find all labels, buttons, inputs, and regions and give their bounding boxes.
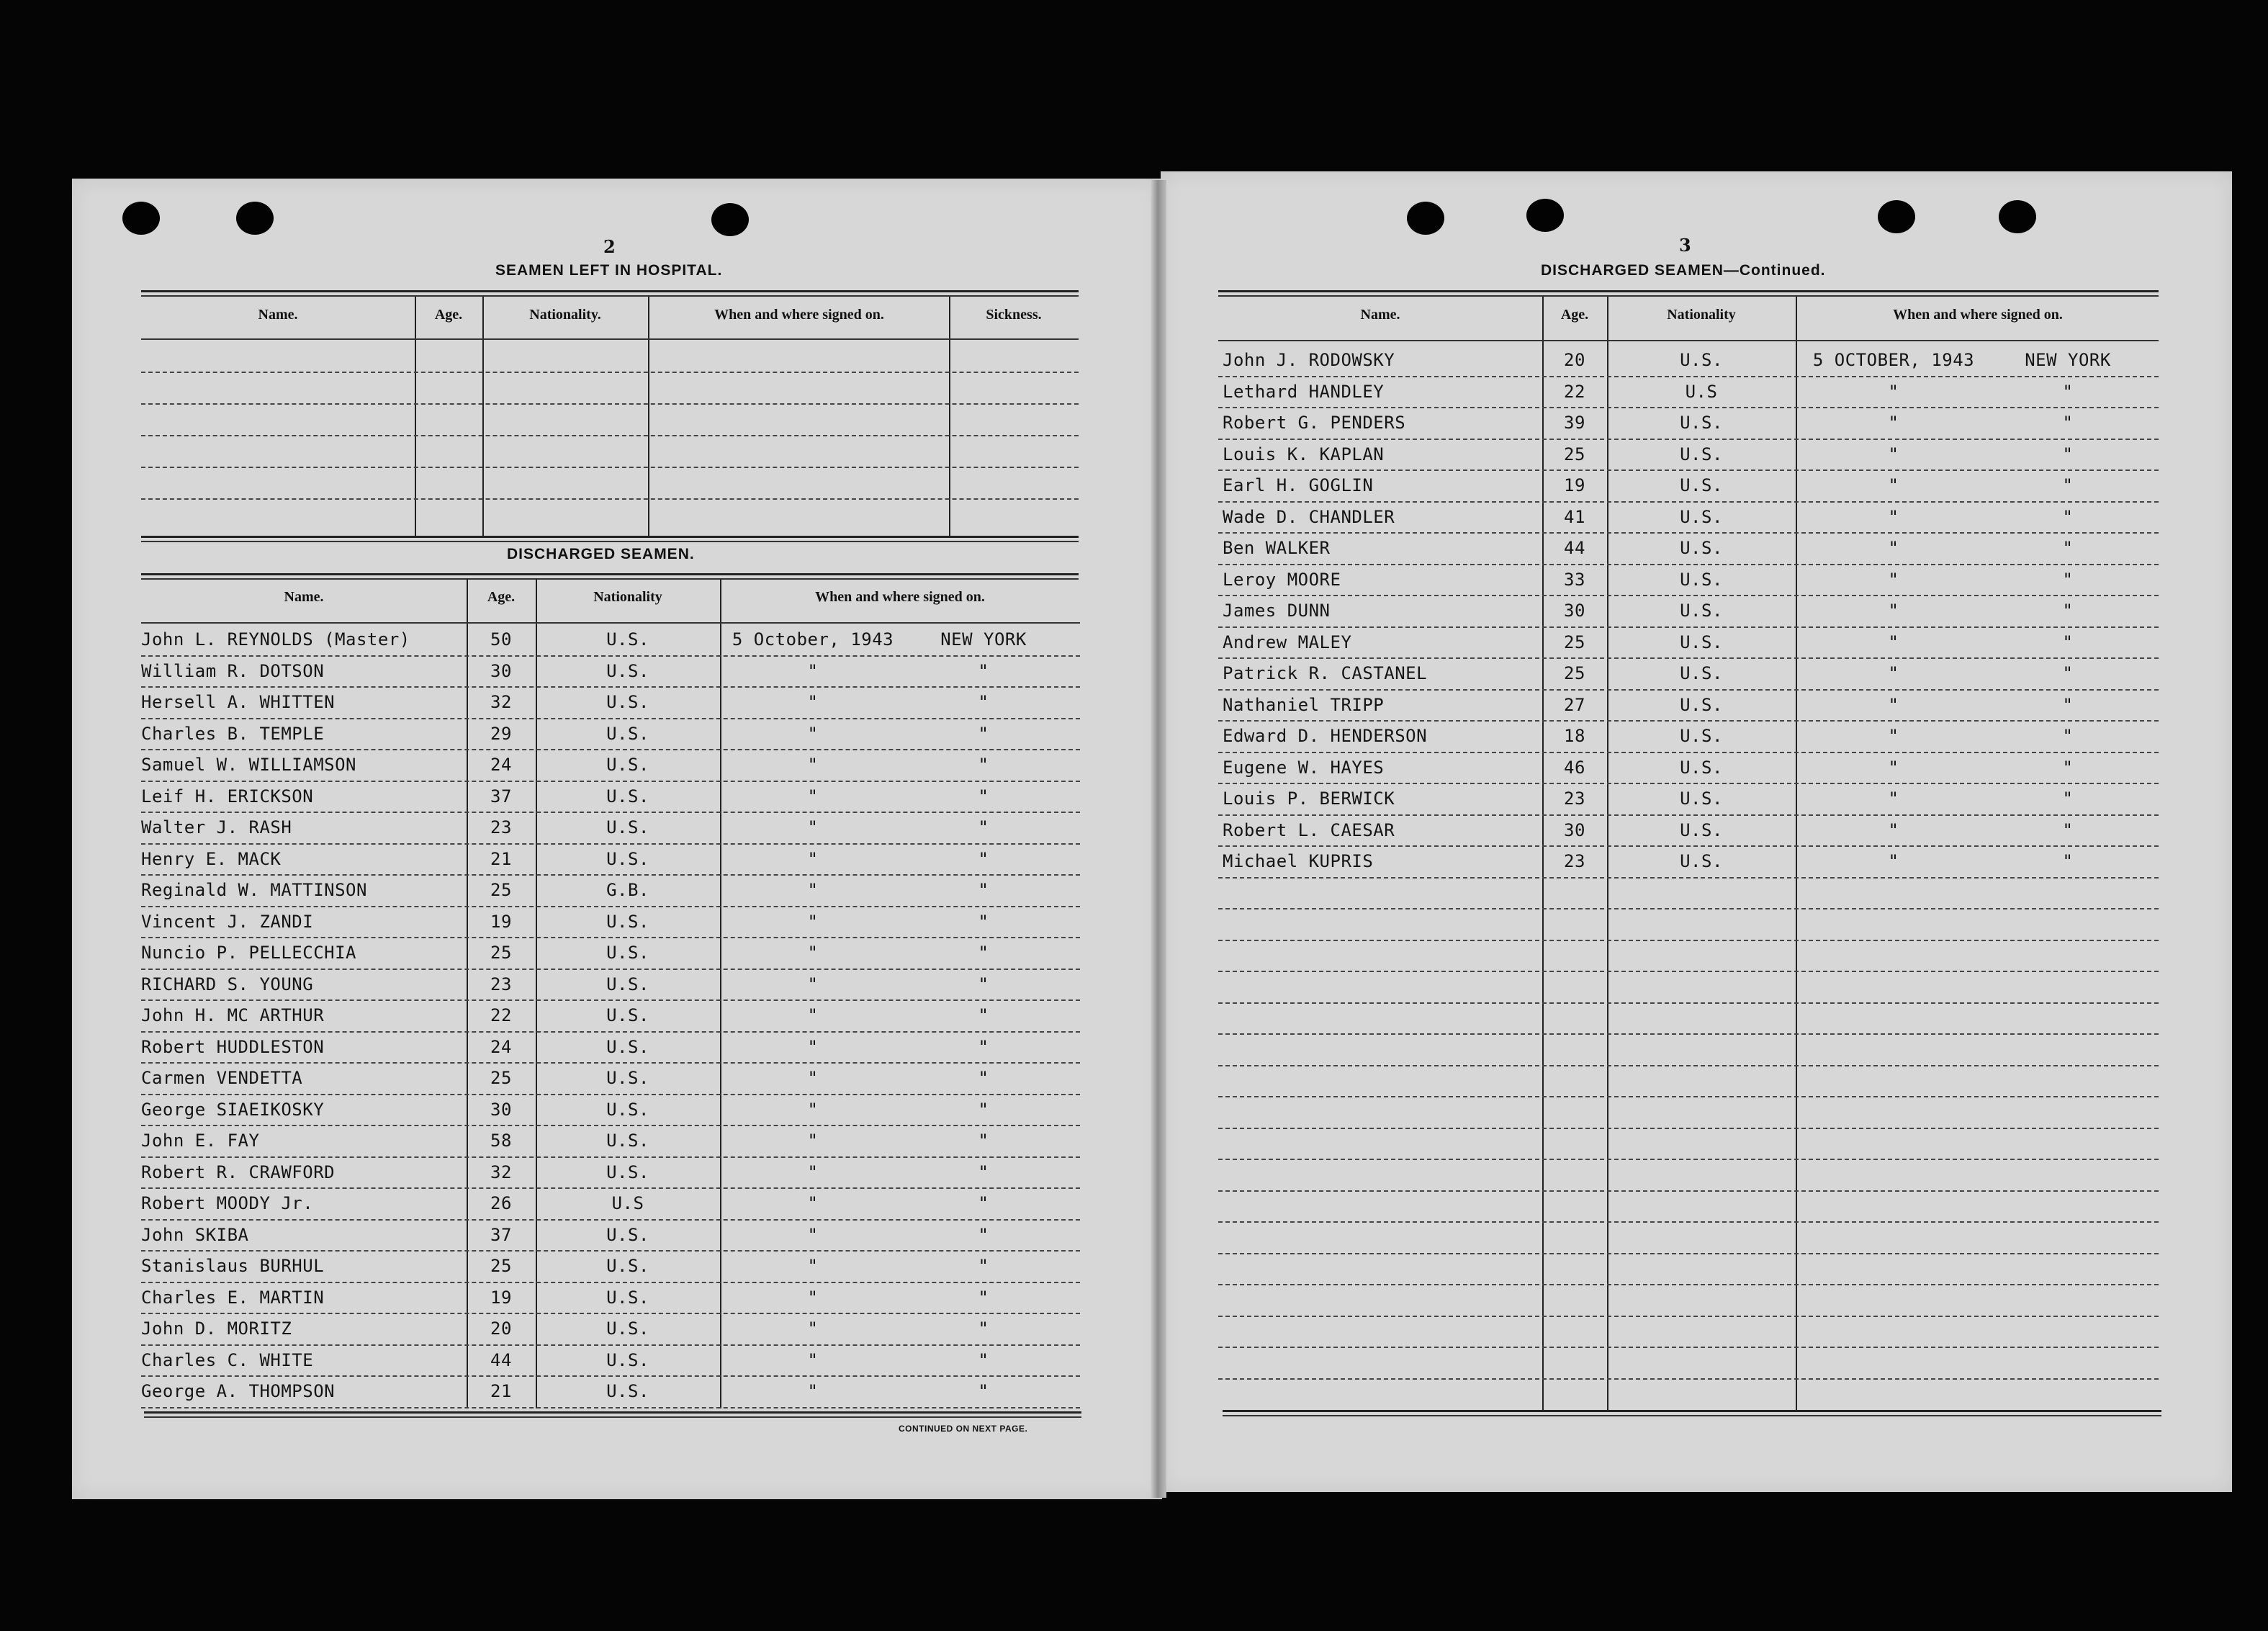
signed-on-place: " (978, 786, 989, 806)
signed-on-date: " (1888, 538, 1899, 558)
seaman-age: 21 (490, 848, 512, 869)
signed-on-date: " (807, 660, 819, 681)
continued-note: CONTINUED ON NEXT PAGE. (899, 1424, 1028, 1434)
seaman-nationality: U.S. (606, 1318, 649, 1339)
signed-on-place: " (978, 1287, 989, 1308)
signed-on-date: " (807, 1224, 819, 1245)
table-row (1218, 660, 2159, 691)
seaman-name: Hersell A. WHITTEN (141, 692, 336, 712)
table-row (141, 1285, 1080, 1315)
seaman-name: Michael KUPRIS (1223, 851, 1374, 871)
signed-on-date: " (807, 1068, 819, 1088)
signed-on-place: " (978, 660, 989, 681)
seaman-name: Nathaniel TRIPP (1223, 694, 1385, 715)
continued-col-signed-on: When and where signed on. (1893, 307, 2063, 323)
seaman-age: 22 (1564, 381, 1585, 402)
signed-on-date: " (1888, 506, 1899, 527)
signed-on-date: " (807, 1099, 819, 1120)
table-row (1218, 379, 2159, 409)
table-row (141, 1128, 1080, 1158)
seaman-name: Wade D. CHANDLER (1223, 506, 1395, 527)
seaman-nationality: U.S. (1680, 350, 1723, 370)
signed-on-place: " (2062, 632, 2074, 652)
signed-on-date: " (807, 1318, 819, 1339)
table-row (1218, 504, 2159, 534)
signed-on-place: " (2062, 819, 2074, 840)
seaman-name: Samuel W. WILLIAMSON (141, 755, 356, 775)
seaman-nationality: U.S. (606, 817, 649, 837)
signed-on-date: " (1888, 819, 1899, 840)
seaman-age: 22 (490, 1005, 512, 1025)
seaman-nationality: U.S. (1680, 538, 1723, 558)
table-row (1218, 410, 2159, 440)
seaman-name: Charles E. MARTIN (141, 1287, 325, 1308)
hospital-col-sickness: Sickness. (986, 307, 1042, 323)
hospital-col-signed-on: When and where signed on. (714, 307, 884, 323)
table-row (141, 909, 1080, 939)
seaman-age: 23 (490, 974, 512, 994)
seaman-name: Andrew MALEY (1223, 632, 1352, 652)
seaman-age: 41 (1564, 506, 1585, 527)
seaman-age: 33 (1564, 569, 1585, 590)
seaman-age: 58 (490, 1131, 512, 1151)
blank-line (1218, 1284, 2159, 1285)
table-row (141, 721, 1080, 751)
seaman-age: 46 (1564, 757, 1585, 778)
seaman-name: John L. REYNOLDS (Master) (141, 629, 410, 650)
seaman-name: Walter J. RASH (141, 817, 292, 837)
seaman-name: RICHARD S. YOUNG (141, 974, 314, 994)
table-row (1218, 786, 2159, 816)
seaman-name: Eugene W. HAYES (1223, 757, 1385, 778)
signed-on-date: " (1888, 726, 1899, 746)
seaman-name: Robert L. CAESAR (1223, 819, 1395, 840)
signed-on-date: " (1888, 413, 1899, 433)
signed-on-place: " (978, 1318, 989, 1339)
continued-col-age: Age. (1560, 307, 1589, 323)
hospital-bottom-rule (141, 536, 1079, 538)
seaman-age: 27 (1564, 694, 1585, 715)
seaman-age: 20 (1564, 350, 1585, 370)
signed-on-place: " (2062, 444, 2074, 464)
signed-on-place: " (2062, 506, 2074, 527)
seaman-name: Stanislaus BURHUL (141, 1256, 325, 1276)
blank-line (1218, 1096, 2159, 1097)
signed-on-date: " (807, 1131, 819, 1151)
seaman-name: Charles C. WHITE (141, 1349, 314, 1370)
signed-on-date: 5 OCTOBER, 1943 (1812, 350, 1975, 370)
seaman-nationality: U.S. (1680, 601, 1723, 621)
seaman-nationality: U.S. (1680, 726, 1723, 746)
seaman-name: Lethard HANDLEY (1223, 381, 1385, 402)
seaman-age: 20 (490, 1318, 512, 1339)
seaman-nationality: U.S. (606, 1131, 649, 1151)
hospital-col-age: Age. (434, 307, 463, 323)
table-row (141, 752, 1080, 782)
table-row (141, 1097, 1080, 1127)
seaman-name: John E. FAY (141, 1131, 260, 1151)
signed-on-place: " (978, 848, 989, 869)
signed-on-place: NEW YORK (940, 629, 1027, 650)
discharged-col-nationality: Nationality (593, 589, 662, 605)
seaman-age: 25 (1564, 444, 1585, 464)
seaman-name: Edward D. HENDERSON (1223, 726, 1428, 746)
seaman-age: 50 (490, 629, 512, 650)
seaman-name: Robert R. CRAWFORD (141, 1162, 336, 1182)
table-row (141, 1034, 1080, 1064)
signed-on-place: " (978, 1036, 989, 1057)
seaman-name: Louis K. KAPLAN (1223, 444, 1385, 464)
signed-on-date: " (807, 1256, 819, 1276)
signed-on-date: " (1888, 851, 1899, 871)
signed-on-place: " (2062, 569, 2074, 590)
signed-on-place: " (978, 1224, 989, 1245)
punch-hole (122, 202, 160, 235)
table-row (141, 1378, 1080, 1408)
discharged-continued-title: DISCHARGED SEAMEN—Continued. (1541, 262, 1826, 279)
right-page-number: 3 (1679, 235, 1691, 256)
seaman-age: 25 (490, 943, 512, 963)
table-row (1218, 598, 2159, 628)
book-gutter (1151, 180, 1166, 1498)
table-row (141, 689, 1080, 719)
seaman-nationality: U.S. (1680, 757, 1723, 778)
seaman-nationality: U.S. (606, 1287, 649, 1308)
seaman-nationality: U.S. (606, 629, 649, 650)
seaman-age: 23 (490, 817, 512, 837)
signed-on-place: " (2062, 413, 2074, 433)
seaman-name: Leroy MOORE (1223, 569, 1341, 590)
table-row (141, 1253, 1080, 1283)
hospital-col-nationality: Nationality. (529, 307, 601, 323)
blank-line (1218, 908, 2159, 909)
seaman-name: Louis P. BERWICK (1223, 788, 1395, 809)
blank-line (1218, 1159, 2159, 1160)
signed-on-date: " (807, 1162, 819, 1182)
table-row (1218, 817, 2159, 848)
seaman-name: Robert G. PENDERS (1223, 413, 1406, 433)
signed-on-place: " (978, 974, 989, 994)
left-page-number: 2 (603, 236, 616, 257)
continued-col-nationality: Nationality (1667, 307, 1736, 323)
seaman-nationality: U.S. (1680, 475, 1723, 495)
seaman-age: 30 (490, 1099, 512, 1120)
seaman-age: 30 (1564, 819, 1585, 840)
signed-on-place: " (2062, 538, 2074, 558)
table-row (141, 971, 1080, 1002)
signed-on-place: " (2062, 475, 2074, 495)
signed-on-date: " (1888, 694, 1899, 715)
seaman-name: John D. MORITZ (141, 1318, 292, 1339)
seaman-nationality: U.S (1685, 381, 1718, 402)
seaman-nationality: U.S. (606, 786, 649, 806)
signed-on-date: " (1888, 475, 1899, 495)
seaman-nationality: G.B. (606, 880, 649, 900)
table-row (141, 814, 1080, 845)
signed-on-place: " (2062, 694, 2074, 715)
signed-on-place: " (2062, 381, 2074, 402)
signed-on-place: " (978, 1131, 989, 1151)
signed-on-place: " (978, 1005, 989, 1025)
blank-line (1218, 1002, 2159, 1004)
seaman-name: Vincent J. ZANDI (141, 911, 314, 932)
seaman-nationality: U.S. (606, 1224, 649, 1245)
signed-on-place: " (2062, 788, 2074, 809)
discharged-section-title: DISCHARGED SEAMEN. (507, 546, 695, 562)
seaman-age: 30 (1564, 601, 1585, 621)
signed-on-place: " (978, 911, 989, 932)
seaman-age: 25 (490, 1068, 512, 1088)
seaman-age: 32 (490, 1162, 512, 1182)
seaman-age: 19 (490, 911, 512, 932)
signed-on-date: " (807, 848, 819, 869)
seaman-nationality: U.S. (606, 1005, 649, 1025)
signed-on-date: " (1888, 757, 1899, 778)
table-row (141, 1347, 1080, 1378)
signed-on-place: " (978, 692, 989, 712)
seaman-name: Robert MOODY Jr. (141, 1193, 314, 1213)
seaman-nationality: U.S. (606, 660, 649, 681)
table-row (141, 846, 1080, 876)
seaman-name: John J. RODOWSKY (1223, 350, 1395, 370)
seaman-nationality: U.S. (1680, 694, 1723, 715)
blank-line (1218, 1065, 2159, 1066)
seaman-nationality: U.S. (606, 848, 649, 869)
seaman-nationality: U.S. (1680, 444, 1723, 464)
table-row (1218, 567, 2159, 597)
blank-line (1218, 1221, 2159, 1223)
punch-hole (711, 203, 749, 236)
seaman-nationality: U.S. (606, 692, 649, 712)
signed-on-date: " (807, 880, 819, 900)
signed-on-date: " (807, 1287, 819, 1308)
seaman-age: 26 (490, 1193, 512, 1213)
seaman-age: 29 (490, 723, 512, 744)
blank-line (1218, 1190, 2159, 1192)
table-row (1218, 755, 2159, 785)
signed-on-date: " (807, 1036, 819, 1057)
seaman-nationality: U.S. (606, 943, 649, 963)
seaman-nationality: U.S. (1680, 632, 1723, 652)
blank-line (1218, 940, 2159, 941)
signed-on-place: NEW YORK (2025, 350, 2111, 370)
blank-line (1218, 1378, 2159, 1380)
seaman-age: 30 (490, 660, 512, 681)
seaman-nationality: U.S. (606, 1381, 649, 1401)
discharged-col-age: Age. (487, 589, 516, 605)
seaman-nationality: U.S. (606, 755, 649, 775)
seaman-name: Henry E. MACK (141, 848, 282, 869)
discharged-col-signed-on: When and where signed on. (815, 589, 985, 605)
signed-on-place: " (978, 1193, 989, 1213)
seaman-name: William R. DOTSON (141, 660, 325, 681)
signed-on-date: " (807, 1381, 819, 1401)
seaman-name: Reginald W. MATTINSON (141, 880, 367, 900)
signed-on-date: " (1888, 663, 1899, 683)
table-row (141, 626, 1080, 657)
signed-on-date: " (1888, 632, 1899, 652)
seaman-nationality: U.S. (606, 1162, 649, 1182)
seaman-name: Carmen VENDETTA (141, 1068, 303, 1088)
blank-line (1218, 1128, 2159, 1129)
signed-on-date: " (807, 974, 819, 994)
table-row (141, 1002, 1080, 1033)
table-row (141, 1065, 1080, 1095)
blank-line (1218, 1253, 2159, 1254)
blank-line (1218, 1033, 2159, 1035)
seaman-nationality: U.S. (606, 911, 649, 932)
table-row (141, 783, 1080, 814)
signed-on-date: " (807, 1005, 819, 1025)
seaman-age: 39 (1564, 413, 1585, 433)
seaman-nationality: U.S. (606, 1068, 649, 1088)
signed-on-date: " (807, 911, 819, 932)
seaman-name: Earl H. GOGLIN (1223, 475, 1374, 495)
table-row (141, 658, 1080, 688)
signed-on-date: " (807, 1193, 819, 1213)
punch-hole (236, 202, 274, 235)
signed-on-place: " (2062, 757, 2074, 778)
seaman-nationality: U.S. (606, 1099, 649, 1120)
seaman-nationality: U.S. (606, 1256, 649, 1276)
seaman-name: James DUNN (1223, 601, 1331, 621)
signed-on-place: " (978, 880, 989, 900)
signed-on-date: 5 October, 1943 (732, 629, 894, 650)
seaman-nationality: U.S. (1680, 413, 1723, 433)
seaman-age: 44 (1564, 538, 1585, 558)
table-row (141, 1159, 1080, 1190)
signed-on-place: " (2062, 726, 2074, 746)
seaman-age: 19 (1564, 475, 1585, 495)
seaman-nationality: U.S (611, 1193, 644, 1213)
table-row (1218, 472, 2159, 503)
signed-on-place: " (978, 1099, 989, 1120)
signed-on-place: " (2062, 851, 2074, 871)
seaman-nationality: U.S. (1680, 569, 1723, 590)
seaman-age: 25 (490, 880, 512, 900)
signed-on-date: " (807, 755, 819, 775)
signed-on-date: " (1888, 381, 1899, 402)
seaman-nationality: U.S. (606, 1036, 649, 1057)
blank-line (1218, 1316, 2159, 1317)
signed-on-place: " (978, 1256, 989, 1276)
signed-on-date: " (1888, 569, 1899, 590)
table-row (1218, 535, 2159, 565)
seaman-name: Nuncio P. PELLECCHIA (141, 943, 356, 963)
seaman-age: 37 (490, 1224, 512, 1245)
seaman-name: John SKIBA (141, 1224, 249, 1245)
seaman-age: 37 (490, 786, 512, 806)
seaman-nationality: U.S. (1680, 788, 1723, 809)
seaman-name: George A. THOMPSON (141, 1381, 336, 1401)
seaman-nationality: U.S. (1680, 663, 1723, 683)
seaman-nationality: U.S. (606, 1349, 649, 1370)
table-row (141, 1222, 1080, 1252)
continued-col-name: Name. (1360, 307, 1400, 323)
table-row (1218, 441, 2159, 472)
signed-on-place: " (978, 723, 989, 744)
signed-on-date: " (1888, 601, 1899, 621)
seaman-age: 23 (1564, 851, 1585, 871)
seaman-age: 25 (1564, 663, 1585, 683)
seaman-name: John H. MC ARTHUR (141, 1005, 325, 1025)
signed-on-place: " (978, 755, 989, 775)
signed-on-place: " (978, 1162, 989, 1182)
signed-on-date: " (1888, 788, 1899, 809)
seaman-nationality: U.S. (1680, 851, 1723, 871)
seaman-name: Robert HUDDLESTON (141, 1036, 325, 1057)
table-row (141, 1316, 1080, 1346)
seaman-age: 25 (1564, 632, 1585, 652)
seaman-age: 24 (490, 1036, 512, 1057)
seaman-age: 32 (490, 692, 512, 712)
table-row (1218, 723, 2159, 753)
seaman-name: Leif H. ERICKSON (141, 786, 314, 806)
seaman-name: George SIAEIKOSKY (141, 1099, 325, 1120)
punch-hole (1526, 199, 1564, 232)
signed-on-date: " (807, 692, 819, 712)
table-row (1218, 848, 2159, 879)
seaman-age: 25 (490, 1256, 512, 1276)
seaman-nationality: U.S. (606, 723, 649, 744)
seaman-age: 19 (490, 1287, 512, 1308)
seaman-age: 44 (490, 1349, 512, 1370)
discharged-col-name: Name. (284, 589, 324, 605)
hospital-top-rule (141, 290, 1079, 292)
hospital-section-title: SEAMEN LEFT IN HOSPITAL. (495, 262, 723, 279)
signed-on-date: " (807, 786, 819, 806)
signed-on-place: " (978, 1381, 989, 1401)
seaman-nationality: U.S. (1680, 506, 1723, 527)
hospital-col-name: Name. (258, 307, 298, 323)
seaman-name: Patrick R. CASTANEL (1223, 663, 1428, 683)
seaman-name: Charles B. TEMPLE (141, 723, 325, 744)
table-row (141, 1190, 1080, 1221)
punch-hole (1999, 200, 2036, 233)
table-row (141, 877, 1080, 907)
table-row (1218, 692, 2159, 722)
table-row (1218, 629, 2159, 660)
seaman-nationality: U.S. (1680, 819, 1723, 840)
seaman-age: 21 (490, 1381, 512, 1401)
signed-on-place: " (2062, 601, 2074, 621)
seaman-age: 24 (490, 755, 512, 775)
signed-on-date: " (807, 1349, 819, 1370)
signed-on-place: " (978, 943, 989, 963)
seaman-name: Ben WALKER (1223, 538, 1331, 558)
signed-on-date: " (807, 943, 819, 963)
table-row (1218, 347, 2159, 377)
seaman-age: 18 (1564, 726, 1585, 746)
blank-line (1218, 1347, 2159, 1348)
punch-hole (1407, 202, 1444, 235)
signed-on-date: " (1888, 444, 1899, 464)
blank-line (1218, 971, 2159, 972)
seaman-age: 23 (1564, 788, 1585, 809)
signed-on-place: " (978, 817, 989, 837)
signed-on-place: " (2062, 663, 2074, 683)
signed-on-place: " (978, 1068, 989, 1088)
signed-on-date: " (807, 723, 819, 744)
signed-on-place: " (978, 1349, 989, 1370)
punch-hole (1878, 200, 1915, 233)
table-row (141, 940, 1080, 970)
signed-on-date: " (807, 817, 819, 837)
seaman-nationality: U.S. (606, 974, 649, 994)
